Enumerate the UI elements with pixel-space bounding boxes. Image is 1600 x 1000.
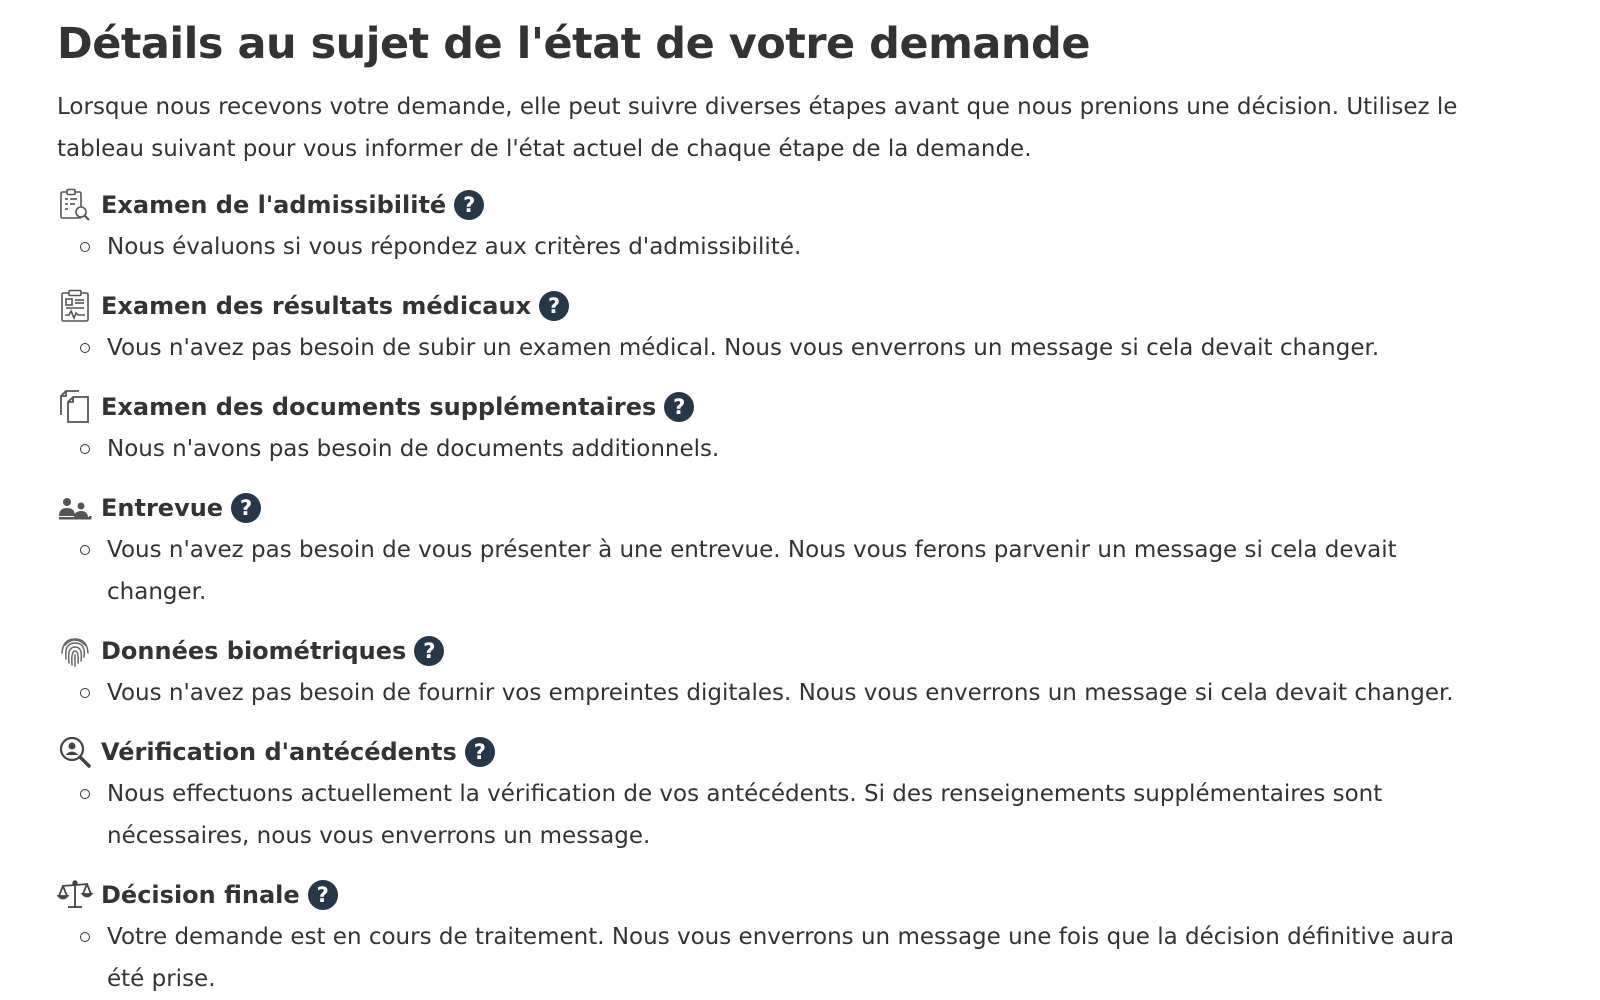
stage-detail-list bbox=[57, 226, 1537, 268]
page-title: Détails au sujet de l'état de votre demande bbox=[57, 19, 1090, 69]
stage-interview bbox=[57, 487, 1537, 613]
stage-header bbox=[57, 630, 1537, 672]
stage-title: Données biométriques bbox=[101, 637, 407, 665]
stage-header bbox=[57, 184, 1537, 226]
stage-detail-list bbox=[57, 916, 1537, 1000]
stage-title: Décision finale bbox=[101, 881, 300, 909]
stage-detail: Vous n'avez pas besoin de subir un examen médical. Nous vous enverrons un message si cela devait changer. bbox=[107, 327, 1477, 369]
stage-detail: Vous n'avez pas besoin de fournir vos empreintes digitales. Nous vous enverrons un message si cela devait changer. bbox=[107, 672, 1477, 714]
help-icon[interactable]: ? bbox=[539, 291, 569, 321]
help-icon[interactable]: ? bbox=[308, 880, 338, 910]
stage-detail: Nous évaluons si vous répondez aux critères d'admissibilité. bbox=[107, 226, 1477, 268]
stage-biometrics bbox=[57, 630, 1537, 714]
intro-text: Lorsque nous recevons votre demande, elle peut suivre diverses étapes avant que nous prenions une décision. Utilisez le tableau suivant pour vous informer de l'état actuel de chaque étape de la demande. bbox=[57, 94, 1458, 162]
stage-background-check bbox=[57, 731, 1537, 857]
stage-title: Examen des documents supplémentaires bbox=[101, 393, 657, 421]
medical-clipboard-icon bbox=[57, 288, 93, 324]
help-icon[interactable]: ? bbox=[414, 636, 444, 666]
stage-documents bbox=[57, 386, 1537, 470]
stage-detail: Nous effectuons actuellement la vérification de vos antécédents. Si des renseignements supplémentaires sont nécessaires, nous vous enverrons un message. bbox=[107, 773, 1477, 857]
clipboard-search-icon bbox=[57, 187, 93, 223]
fingerprint-icon bbox=[57, 633, 93, 669]
scales-icon bbox=[57, 877, 93, 913]
stage-header bbox=[57, 874, 1537, 916]
help-icon[interactable]: ? bbox=[664, 392, 694, 422]
stage-detail: Votre demande est en cours de traitement. Nous vous enverrons un message une fois que la décision définitive aura été prise. bbox=[107, 916, 1477, 1000]
stage-detail-list bbox=[57, 529, 1537, 613]
stage-eligibility bbox=[57, 184, 1537, 268]
stage-detail-list bbox=[57, 672, 1537, 714]
stage-title: Vérification d'antécédents bbox=[101, 738, 457, 766]
stage-detail-list bbox=[57, 428, 1537, 470]
help-icon[interactable]: ? bbox=[454, 190, 484, 220]
stage-medical bbox=[57, 285, 1537, 369]
help-icon[interactable]: ? bbox=[465, 737, 495, 767]
documents-icon bbox=[57, 389, 93, 425]
stage-title: Examen des résultats médicaux bbox=[101, 292, 532, 320]
stage-detail-list bbox=[57, 327, 1537, 369]
stage-header bbox=[57, 731, 1537, 773]
stage-title: Examen de l'admissibilité bbox=[101, 191, 447, 219]
stage-final-decision bbox=[57, 874, 1537, 1000]
stage-detail: Vous n'avez pas besoin de vous présenter à une entrevue. Nous vous ferons parvenir un message si cela devait changer. bbox=[107, 529, 1477, 613]
person-search-icon bbox=[57, 734, 93, 770]
stages-list bbox=[57, 184, 1537, 1000]
stage-detail: Nous n'avons pas besoin de documents additionnels. bbox=[107, 428, 1477, 470]
stage-header bbox=[57, 285, 1537, 327]
stage-detail-list bbox=[57, 773, 1537, 857]
interview-people-icon bbox=[57, 490, 93, 526]
stage-title: Entrevue bbox=[101, 494, 224, 522]
stage-header bbox=[57, 386, 1537, 428]
stage-header bbox=[57, 487, 1537, 529]
help-icon[interactable]: ? bbox=[231, 493, 261, 523]
